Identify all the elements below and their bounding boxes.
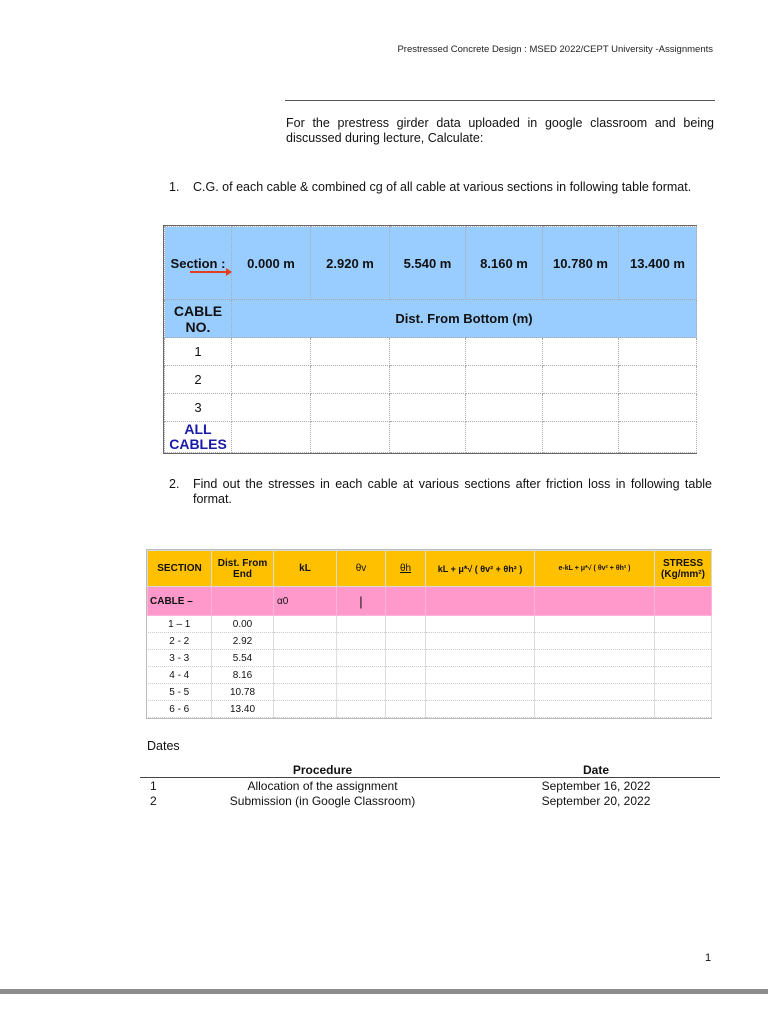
section-col: 0.000 m (232, 227, 311, 300)
question-2-text: Find out the stresses in each cable at various sections after friction loss in following table format. (193, 477, 712, 506)
page-number: 1 (705, 952, 712, 964)
row-section: 6 - 6 (148, 701, 212, 718)
stress-table (146, 549, 712, 719)
section-header-row (165, 227, 697, 300)
page-header: Prestressed Concrete Design : MSED 2022/CEPT University -Assignments (397, 44, 713, 55)
question-2 (169, 477, 714, 507)
row-dist: 0.00 (212, 616, 274, 633)
cable-header-row (165, 300, 697, 338)
question-1 (169, 180, 714, 210)
date-row-procedure: Allocation of the assignment (247, 779, 398, 793)
stress-header-row (148, 551, 712, 587)
all-cables-row (165, 422, 697, 453)
cable-row (148, 587, 712, 616)
col-section: SECTION (148, 551, 212, 587)
date-row-number: 2 (150, 794, 157, 808)
intro-paragraph: For the prestress girder data uploaded in google classroom and being discussed during lecture, Calculate: (286, 116, 714, 145)
row-dist: 13.40 (212, 701, 274, 718)
table-row (165, 366, 697, 394)
row-dist: 2.92 (212, 633, 274, 650)
cable-number: 2 (165, 366, 232, 394)
section-col: 2.920 m (311, 227, 390, 300)
table-row (165, 338, 697, 366)
dates-divider (140, 777, 720, 778)
table-row (148, 684, 712, 701)
all-cables-label: ALL CABLES (165, 422, 232, 453)
section-label: Section : (165, 227, 232, 300)
cable-number: 1 (165, 338, 232, 366)
dist-from-bottom-label: Dist. From Bottom (m) (232, 300, 697, 338)
table-row (148, 633, 712, 650)
dates-heading: Dates (147, 739, 180, 753)
table-row (148, 616, 712, 633)
cable-label: CABLE – (148, 587, 212, 616)
date-row-date: September 20, 2022 (541, 794, 651, 808)
row-dist: 5.54 (212, 650, 274, 667)
section-col: 10.780 m (543, 227, 619, 300)
cable-number: 3 (165, 394, 232, 422)
col-friction-factor: e-kL + μ*√ ( θv² + θh² ) (535, 551, 655, 587)
table-row (148, 701, 712, 718)
table-row (148, 650, 712, 667)
row-section: 1 – 1 (148, 616, 212, 633)
date-row-date: September 16, 2022 (541, 779, 651, 793)
row-section: 5 - 5 (148, 684, 212, 701)
question-2-number: 2. (169, 477, 180, 491)
row-dist: 10.78 (212, 684, 274, 701)
date-row-procedure: Submission (in Google Classroom) (229, 794, 416, 808)
col-theta-v: θv (337, 551, 386, 587)
arrow-icon (190, 271, 230, 273)
table-row (165, 394, 697, 422)
row-section: 3 - 3 (148, 650, 212, 667)
col-stress: STRESS (Kg/mm²) (655, 551, 712, 587)
cable-no-label: CABLE NO. (165, 300, 232, 338)
divider (285, 100, 715, 101)
question-1-text: C.G. of each cable & combined cg of all cable at various sections in following table format. (193, 180, 692, 194)
row-dist: 8.16 (212, 667, 274, 684)
col-dist: Dist. From End (212, 551, 274, 587)
row-section: 4 - 4 (148, 667, 212, 684)
cg-table (163, 225, 697, 454)
date-row-number: 1 (150, 779, 157, 793)
col-friction-exponent: kL + μ*√ ( θv² + θh² ) (426, 551, 535, 587)
date-header: Date (582, 763, 609, 777)
col-kl: kL (274, 551, 337, 587)
section-col: 13.400 m (619, 227, 697, 300)
row-section: 2 - 2 (148, 633, 212, 650)
question-1-number: 1. (169, 180, 180, 194)
section-col: 5.540 m (390, 227, 466, 300)
procedure-header: Procedure (292, 763, 353, 777)
table-row (148, 667, 712, 684)
text-cursor: | (337, 587, 386, 616)
alpha-label: α0 (274, 587, 337, 616)
section-col: 8.160 m (466, 227, 543, 300)
col-theta-h: θh (386, 551, 426, 587)
footer-bar (0, 989, 768, 994)
